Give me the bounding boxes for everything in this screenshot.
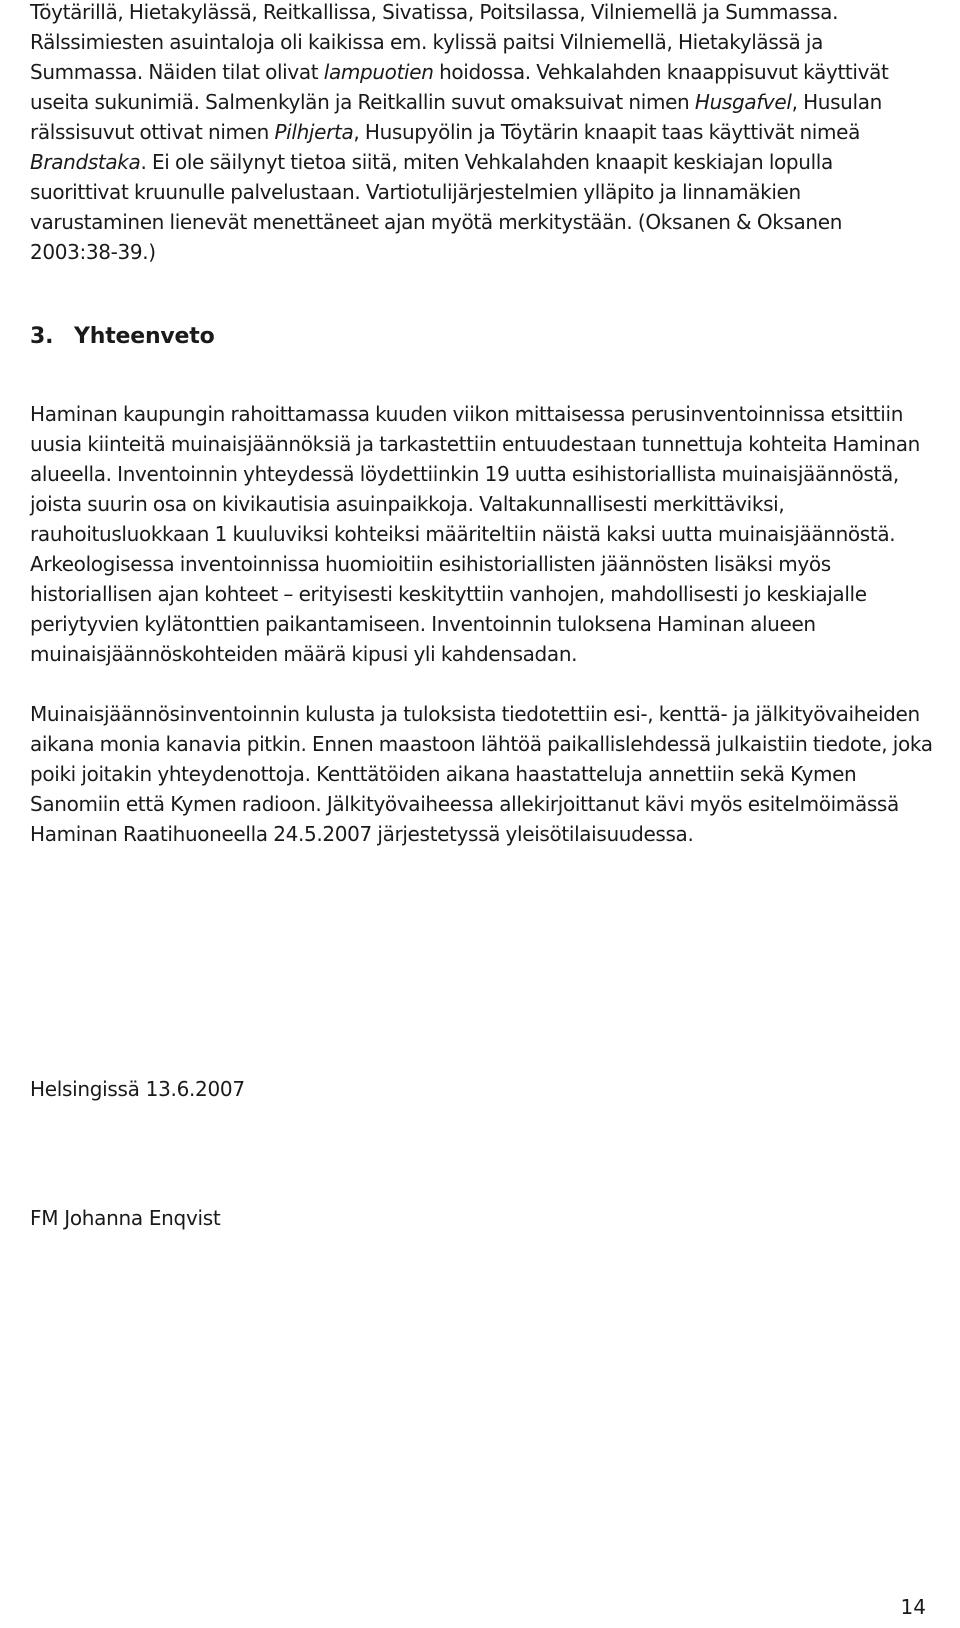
italic-term-lampuotien: lampuotien xyxy=(323,60,434,84)
document-body xyxy=(30,0,935,849)
italic-term-husgafvel: Husgafvel xyxy=(694,90,792,114)
intro-paragraph xyxy=(30,0,935,267)
italic-term-pilhjerta: Pilhjerta xyxy=(274,120,354,144)
section-title: Yhteenveto xyxy=(74,324,215,349)
media-paragraph: Muinaisjäännösinventoinnin kulusta ja tuloksista tiedotettiin esi-, kenttä- ja jälkityövaiheiden aikana monia kanavia pitkin. Ennen maastoon lähtöä paikallislehdessä julkaistiin tiedote, joka poiki joitakin yhteydenottoja. Kenttätöiden aikana haastatteluja annettiin sekä Kymen Sanomiin että Kymen radioon. Jälkityövaiheessa allekirjoittanut kävi myös esitelmöimässä Haminan Raatihuoneella 24.5.2007 järjestetyssä yleisötilaisuudessa. xyxy=(30,702,933,846)
summary-paragraph: Haminan kaupungin rahoittamassa kuuden viikon mittaisessa perusinventoinnissa etsittiin uusia kiinteitä muinaisjäännöksiä ja tarkastettiin entuudestaan tunnettuja kohteita Haminan alueella. Inventoinnin yhteydessä löydettiinkin 19 uutta esihistoriallista muinaisjäännöstä, joista suurin osa on kivikautisia asuinpaikkoja. Valtakunnallisesti merkittäviksi, rauhoitusluokkaan 1 kuuluviksi kohteiksi määriteltiin näistä kaksi uutta muinaisjäännöstä. Arkeologisessa inventoinnissa huomioitiin esihistoriallisten jäännösten lisäksi myös historiallisen ajan kohteet – erityisesti keskityttiin vanhojen, mahdollisesti jo keskiajalle periytyvien kylätonttien paikantamiseen. Inventoinnin tuloksena Haminan alueen muinaisjäännöskohteiden määrä kipusi yli kahdensadan. xyxy=(30,402,921,666)
intro-text-segment: , Husulan rälssisuvut ottivat nimen xyxy=(30,90,882,144)
section-number: 3. xyxy=(30,324,54,349)
intro-text-segment: hoidossa. Vehkalahden knaappisuvut käyttivät useita sukunimiä. Salmenkylän ja Reitkallin suvut omaksuivat nimen xyxy=(30,60,889,114)
italic-term-brandstaka: Brandstaka xyxy=(30,150,141,174)
section-heading xyxy=(30,319,935,355)
intro-text-segment: , Husupyölin ja Töytärin knaapit taas käyttivät nimeä xyxy=(353,120,860,144)
intro-text-segment: . Ei ole säilynyt tietoa siitä, miten Vehkalahden knaapit keskiajan lopulla suorittivat kruunulle palvelustaan. Vartiotulijärjestelmien ylläpito ja linnamäkien varustaminen lienevät menettäneet ajan myötä merkitystään. (Oksanen & Oksanen 2003:38-39.) xyxy=(30,150,843,264)
intro-text-segment: Töytärillä, Hietakylässä, Reitkallissa, Sivatissa, Poitsilassa, Vilniemellä ja Summassa. Rälssimiesten asuintaloja oli kaikissa em. kylissä paitsi Vilniemellä, Hietakylässä ja Summassa. Näiden tilat olivat xyxy=(30,0,839,84)
signature: FM Johanna Enqvist xyxy=(30,1206,221,1230)
page-number: 14 xyxy=(900,1595,926,1619)
place-date: Helsingissä 13.6.2007 xyxy=(30,1077,245,1101)
